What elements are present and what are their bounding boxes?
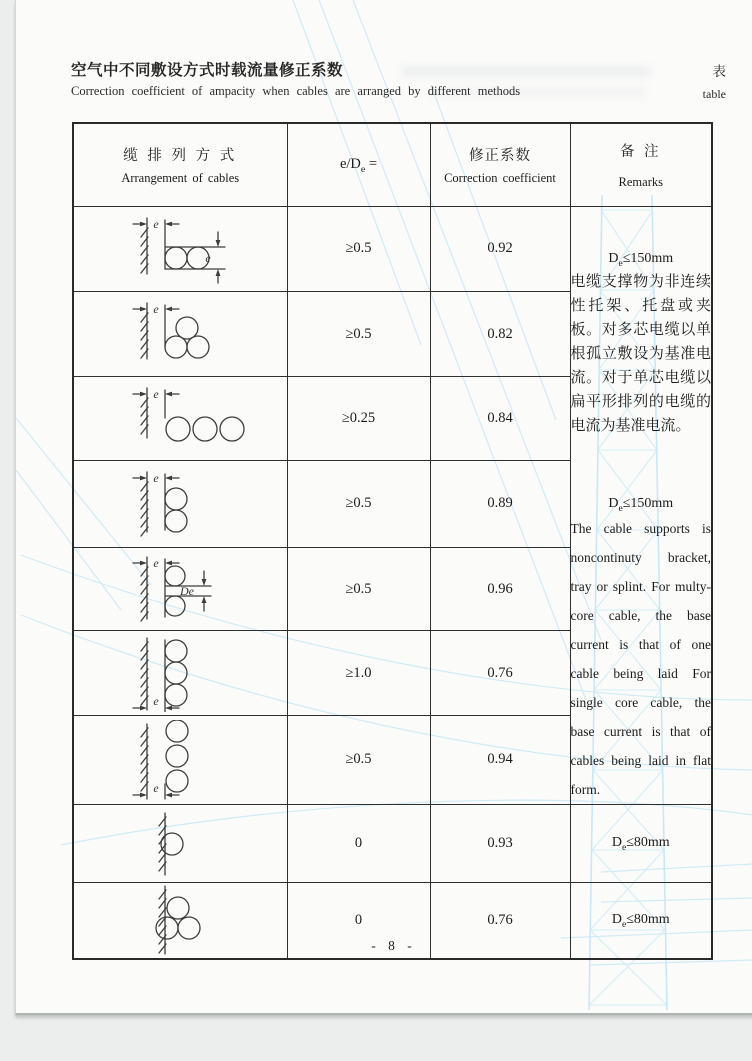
cable-circle [165,662,187,684]
ratio-cell: ≥0.5 [287,460,430,548]
remark-cell: $D_e\le 80mm$ [570,882,712,959]
cable-circle [187,336,209,358]
cable-circle [165,596,185,616]
arrangement-diagram-cell [73,460,287,548]
coefficient-cell: 0.89 [430,460,570,548]
diagram-wall-three-cables-row [75,382,285,454]
coefficient-cell: 0.94 [430,715,570,804]
coefficient-cell: 0.76 [430,631,570,715]
cable-circle [220,417,244,441]
corner-label-english: table [702,87,726,101]
dim-label-e: e [153,556,159,571]
cable-circle [165,640,187,662]
cable-circle [166,770,188,792]
cable-circle [165,684,187,706]
arrangement-diagram-cell [73,377,287,460]
dim-label-e: e [153,216,159,231]
coefficient-cell: 0.96 [430,548,570,631]
remark-en-header: $D_e\le 150mm$ [608,495,674,514]
coefficient-cell: 0.76 [430,882,570,959]
remark-cn-header: $D_e\le 150mm$ [608,250,674,269]
dim-label-e: e [153,302,159,317]
diagram-wall-three-stacked-spaced [75,720,285,800]
diagram-wall-trefoil-spaced [75,297,285,371]
dim-label-De: De [180,584,195,599]
dim-label-e: e [153,387,159,402]
dim-label-e: e [153,470,159,485]
cable-circle [165,566,185,586]
arrangement-diagram-cell [73,715,287,804]
coefficient-cell: 0.92 [430,206,570,291]
ratio-cell: ≥0.5 [287,206,430,291]
ratio-cell: ≥0.25 [287,377,430,460]
dim-label-e: e [205,250,211,265]
cable-circle [178,917,200,939]
coefficient-cell: 0.82 [430,291,570,376]
page-title-chinese: 空气中不同敷设方式时载流量修正系数 [71,62,344,79]
table-corner-label [671,60,726,102]
ratio-cell: ≥1.0 [287,631,430,715]
diagram-wall-two-cables-horizontal [75,212,285,286]
cable-circle [167,897,189,919]
ratio-cell: ≥0.5 [287,715,430,804]
dim-label-e: e [153,780,159,795]
arrangement-diagram-cell [73,631,287,715]
cable-circle [165,510,187,532]
cable-circle [166,417,190,441]
cable-circle [166,745,188,767]
header-coefficient: 修正系数 Correction coefficient [430,123,570,206]
cable-circle [165,488,187,510]
diagram-wall-two-cables-gap-De [75,551,285,627]
ratio-cell: 0 [287,882,430,959]
header-ratio: $e/D_e$ = [287,123,430,206]
coefficient-cell: 0.93 [430,804,570,882]
cable-circle [161,833,183,855]
diagram-wall-two-cables-stacked [75,466,285,542]
ratio-cell: 0 [287,804,430,882]
cable-circle [156,917,178,939]
header-arrangement: 缆 排 列 方 式 Arrangement of cables [73,123,287,206]
cable-circle [176,317,198,339]
corner-label-chinese: 表 [712,64,726,79]
cable-circle [193,417,217,441]
merged-remarks-cell [570,206,712,804]
page-number: - 8 - [371,938,412,953]
ink-bleed-ghost [401,66,651,77]
arrangement-diagram-cell [73,291,287,376]
diagram-wall-single-cable [75,807,285,879]
table-row [73,804,712,882]
arrangement-diagram-cell [73,548,287,631]
remark-en-body: The cable supports is noncontinuty bracket, tray or splint. For multy-core cable, the base current is that of one cable being laid For single core cable, the base current is that of cables being laid in flat form. [570,520,711,797]
cable-circle [166,720,188,742]
header-row [73,123,712,206]
remark-cn-body: 电缆支撑物为非连续性托架、托盘或夹板。对多芯电缆以单根孤立敷设为基准电流。对于单芯电缆以扁平形排列的电缆的电流为基准电流。 [570,273,711,434]
ratio-cell: ≥0.5 [287,548,430,631]
ratio-cell: ≥0.5 [287,291,430,376]
diagram-wall-three-stacked-touching [75,634,285,712]
cable-circle [165,247,187,269]
remark-cell: $D_e\le 80mm$ [570,804,712,882]
scanned-page [15,0,752,1015]
coefficient-cell: 0.84 [430,377,570,460]
table-row [73,206,712,291]
dim-label-e: e [153,694,159,709]
cable-circle [165,336,187,358]
arrangement-diagram-cell [73,804,287,882]
arrangement-diagram-cell [73,206,287,291]
page-title-english: Correction coefficient of ampacity when cables are arranged by different methods [71,84,521,98]
header-remarks: 备 注 Remarks [570,123,712,206]
correction-coefficient-table [72,122,713,960]
